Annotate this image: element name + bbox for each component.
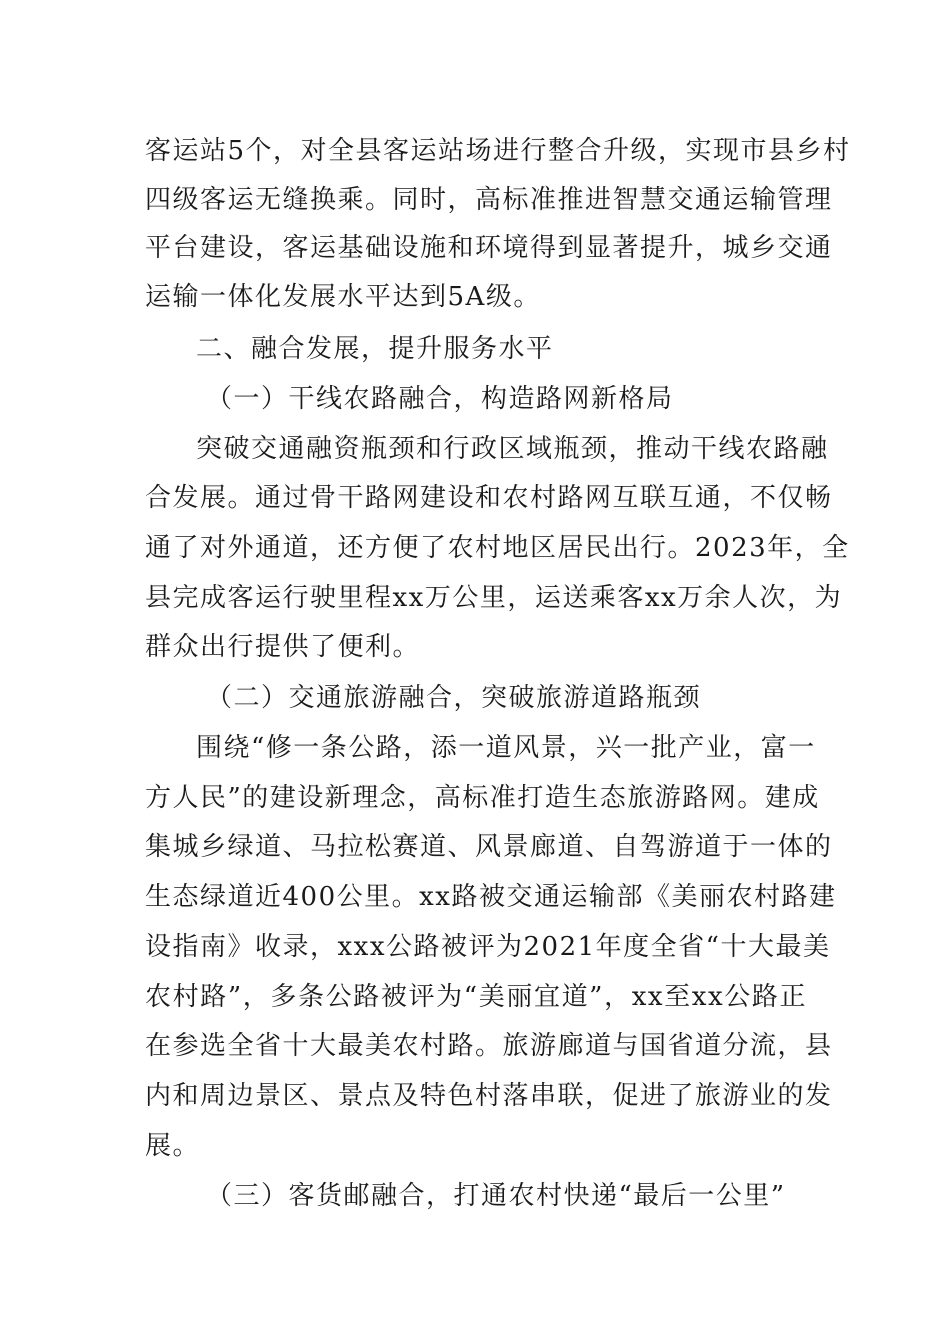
subsection-heading: （一）干线农路融合，构造路网新格局 bbox=[206, 384, 674, 414]
paragraph-line: 四级客运无缝换乘。同时，高标准推进智慧交通运输管理 bbox=[145, 185, 833, 215]
paragraph-line: 展。 bbox=[145, 1131, 201, 1161]
paragraph-line: 突破交通融资瓶颈和行政区域瓶颈，推动干线农路融 bbox=[196, 434, 829, 464]
paragraph-line: 生态绿道近400公里。xx路被交通运输部《美丽农村路建 bbox=[145, 882, 837, 912]
paragraph-line: 方人民”的建设新理念，高标准打造生态旅游路网。建成 bbox=[145, 783, 820, 813]
paragraph-line: 合发展。通过骨干路网建设和农村路网互联互通，不仅畅 bbox=[145, 483, 833, 513]
paragraph-line: 集城乡绿道、马拉松赛道、风景廊道、自驾游道于一体的 bbox=[145, 832, 833, 862]
paragraph-line: 客运站5个，对全县客运站场进行整合升级，实现市县乡村 bbox=[145, 136, 851, 166]
paragraph-line: 县完成客运行驶里程xx万公里，运送乘客xx万余人次，为 bbox=[145, 583, 843, 613]
paragraph-line: 通了对外通道，还方便了农村地区居民出行。2023年，全 bbox=[145, 533, 850, 563]
paragraph-line: 农村路”，多条公路被评为“美丽宜道”，xx至xx公路正 bbox=[145, 982, 807, 1012]
paragraph-line: 群众出行提供了便利。 bbox=[145, 632, 421, 662]
paragraph-line: 内和周边景区、景点及特色村落串联，促进了旅游业的发 bbox=[145, 1081, 833, 1111]
subsection-heading: （二）交通旅游融合，突破旅游道路瓶颈 bbox=[206, 683, 702, 713]
paragraph-line: 运输一体化发展水平达到5A级。 bbox=[145, 282, 541, 312]
paragraph-line: 围绕“修一条公路，添一道风景，兴一批产业，富一 bbox=[196, 733, 816, 763]
paragraph-line: 在参选全省十大最美农村路。旅游廊道与国省道分流，县 bbox=[145, 1031, 833, 1061]
section-heading: 二、融合发展，提升服务水平 bbox=[196, 334, 554, 364]
paragraph-line: 平台建设，客运基础设施和环境得到显著提升，城乡交通 bbox=[145, 233, 833, 263]
subsection-heading: （三）客货邮融合，打通农村快递“最后一公里” bbox=[206, 1181, 786, 1211]
paragraph-line: 设指南》收录，xxx公路被评为2021年度全省“十大最美 bbox=[145, 932, 831, 962]
